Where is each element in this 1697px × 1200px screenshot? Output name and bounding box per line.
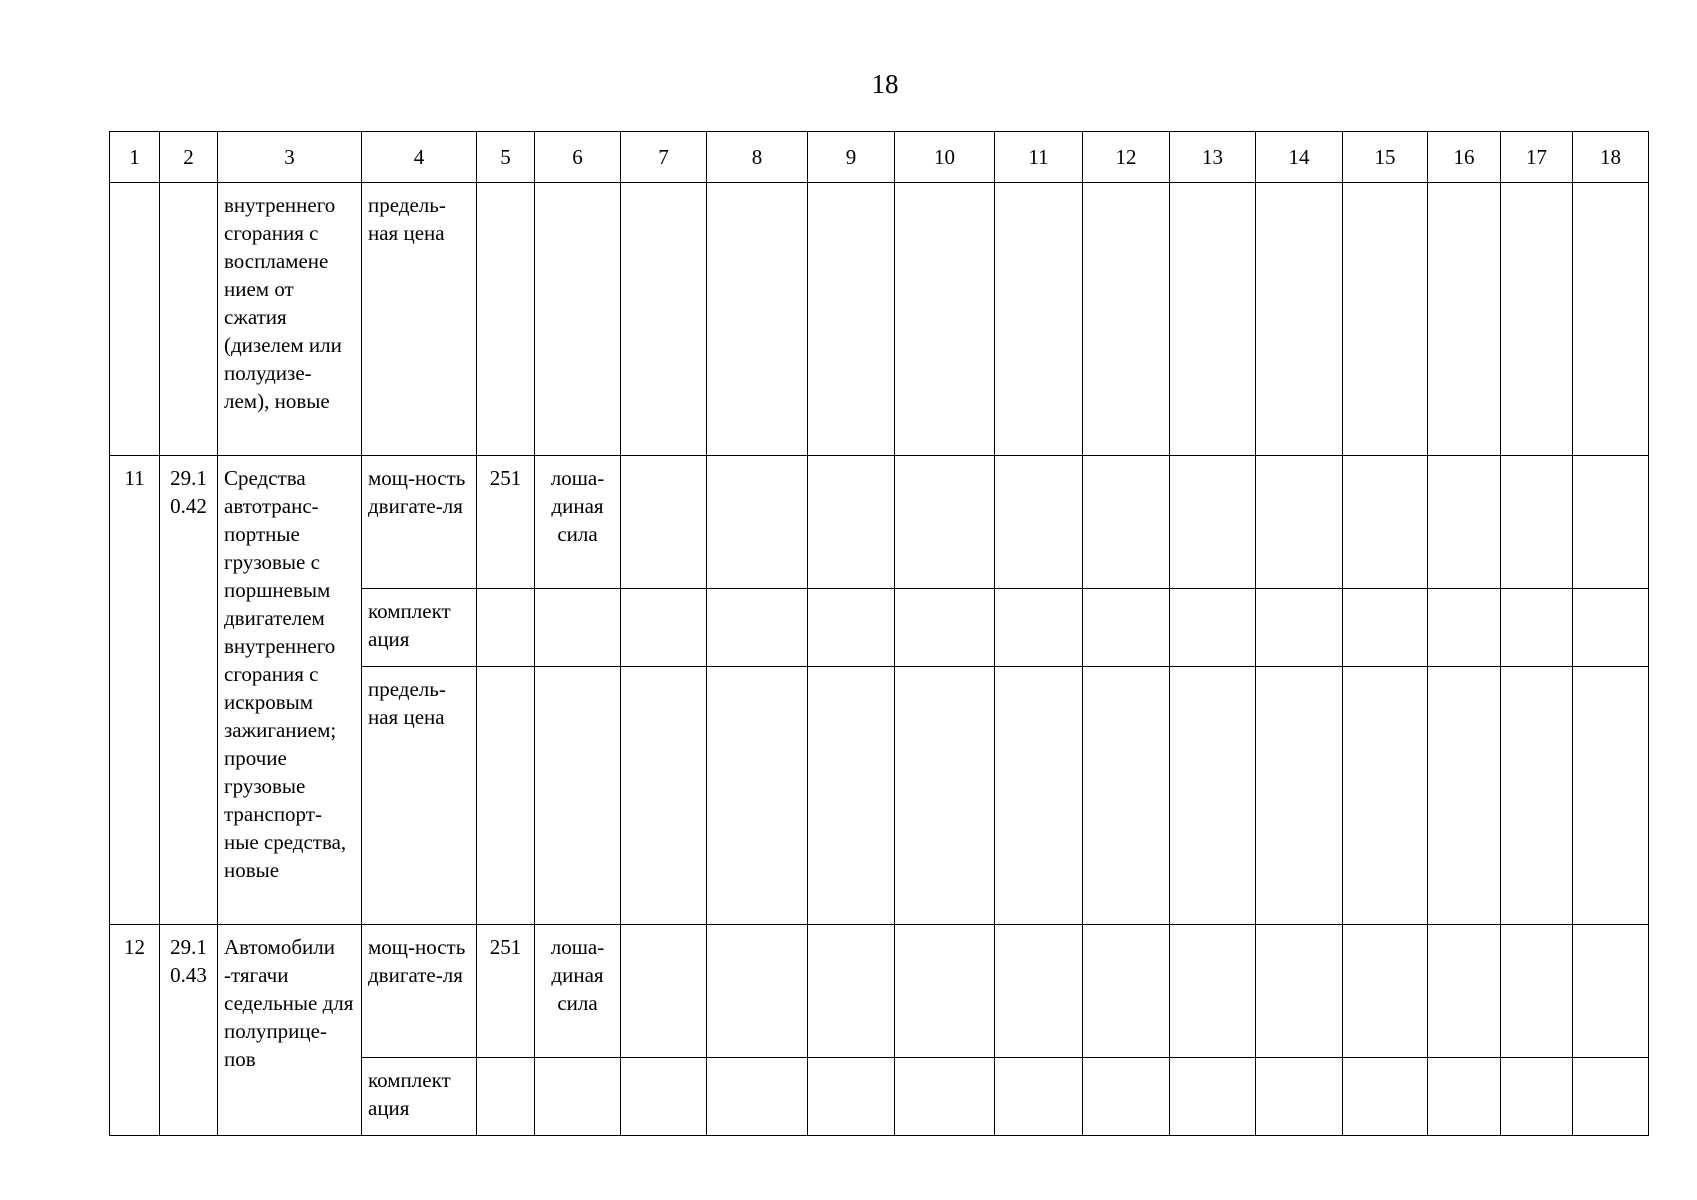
header-cell: 3 [218,132,362,183]
table-cell [1428,183,1501,456]
table-cell [1343,589,1428,667]
characteristic-label: предель-ная цена [368,193,446,245]
table-cell [477,925,535,1058]
row-number-cell [110,925,160,1136]
table-cell [1256,1058,1343,1136]
table-cell [1501,925,1573,1058]
table-cell [1573,589,1649,667]
table-cell [995,183,1083,456]
table-cell [1428,1058,1501,1136]
table-cell [621,1058,707,1136]
table-cell [707,925,808,1058]
document-table [109,131,1649,1136]
table-cell [621,589,707,667]
characteristic-label: комплект ация [368,599,451,651]
table-cell [1501,1058,1573,1136]
table-cell [535,456,621,589]
table-row [110,456,1649,589]
table-cell [1170,925,1256,1058]
table-cell [1256,925,1343,1058]
header-cell: 12 [1083,132,1170,183]
unit-name [535,1058,620,1066]
row-number-cell [110,456,160,925]
table-cell [1343,183,1428,456]
table-cell [477,667,535,925]
header-cell: 18 [1573,132,1649,183]
unit-name [535,589,620,597]
table-cell [1343,1058,1428,1136]
table-cell [1343,456,1428,589]
table-cell [1501,183,1573,456]
table-cell [477,1058,535,1136]
table-cell [895,183,995,456]
header-cell: 1 [110,132,160,183]
header-cell: 10 [895,132,995,183]
table-cell [477,589,535,667]
row-number: 11 [124,466,145,490]
table-cell [1501,589,1573,667]
table-cell [477,456,535,589]
table-cell [1170,456,1256,589]
table-cell [1170,667,1256,925]
table-cell [535,925,621,1058]
table-cell [995,589,1083,667]
item-name-continued: внутреннего сгорания с воспламене нием от сжатия (дизелем или полудизе-лем), новые [224,193,342,413]
header-cell: 5 [477,132,535,183]
table-cell [1170,183,1256,456]
unit-code [477,667,534,675]
header-cell: 16 [1428,132,1501,183]
table-cell [1256,183,1343,456]
table-cell [707,667,808,925]
table-cell [1501,456,1573,589]
table-cell [362,589,477,667]
table-cell [1170,589,1256,667]
table-cell [1083,456,1170,589]
unit-code: 251 [489,466,522,490]
table-row-continuation [110,183,1649,456]
table-cell [621,456,707,589]
okpd-code-cell [160,456,218,925]
table-cell [1256,667,1343,925]
table-cell [621,667,707,925]
header-cell: 4 [362,132,477,183]
table-cell [218,183,362,456]
unit-code [477,1058,534,1066]
item-name-cell [218,456,362,925]
table-cell [535,667,621,925]
table-cell [1428,456,1501,589]
okpd-code-cell [160,925,218,1136]
unit-name [535,667,620,675]
table-cell [1428,589,1501,667]
unit-name: лоша-диная сила [550,935,605,1015]
characteristic-label: комплект ация [368,1068,451,1120]
table-cell [808,589,895,667]
table-cell [995,1058,1083,1136]
characteristic-label: предель-ная цена [368,677,446,729]
okpd-code: 29.1 0.43 [170,935,207,987]
table-cell [362,183,477,456]
item-name: Автомобили -тягачи седельные для полуприце-пов [224,935,354,1071]
table-cell [1083,925,1170,1058]
table-cell [1573,667,1649,925]
header-cell: 15 [1343,132,1428,183]
table-cell [1428,667,1501,925]
table-cell [1428,925,1501,1058]
header-cell: 2 [160,132,218,183]
header-cell: 17 [1501,132,1573,183]
table-cell [1343,925,1428,1058]
table-cell [1573,1058,1649,1136]
table-cell [895,925,995,1058]
table-cell [362,667,477,925]
table-cell [535,183,621,456]
unit-code: 251 [489,935,522,959]
characteristic-label: мощ-ность двигате-ля [368,935,466,987]
header-cell: 11 [995,132,1083,183]
table-cell [895,589,995,667]
header-cell: 8 [707,132,808,183]
okpd-code: 29.1 0.42 [170,466,207,518]
table-cell [1573,925,1649,1058]
unit-code [477,589,534,597]
table-cell [1256,456,1343,589]
table-cell [707,456,808,589]
table-cell [1083,1058,1170,1136]
table-cell [110,183,160,456]
row-number: 12 [124,935,145,959]
table-cell [1083,589,1170,667]
table-cell [808,183,895,456]
table-cell [895,456,995,589]
table-cell [1083,667,1170,925]
characteristic-label: мощ-ность двигате-ля [368,466,466,518]
table-cell [707,589,808,667]
unit-name: лоша-диная сила [550,466,605,546]
table-cell [995,925,1083,1058]
table-cell [995,456,1083,589]
header-cell: 7 [621,132,707,183]
item-name-cell [218,925,362,1136]
table-cell [1083,183,1170,456]
table-header-row [110,132,1649,183]
table-cell [621,925,707,1058]
table-cell [1170,1058,1256,1136]
table-cell [1573,183,1649,456]
table-cell [707,183,808,456]
item-name: Средства автотранс-портные грузовые с поршневым двигателем внутреннего сгорания с искровым зажиганием; прочие грузовые транспорт-ные средства, новые [224,466,347,882]
table-cell [895,667,995,925]
table-cell [707,1058,808,1136]
table-cell [362,1058,477,1136]
table-cell [808,667,895,925]
table-cell [808,456,895,589]
table-cell [808,925,895,1058]
table-cell [808,1058,895,1136]
table-cell [535,589,621,667]
table-row [110,925,1649,1058]
table-cell [995,667,1083,925]
table-cell [160,183,218,456]
page-number: 18 [871,69,899,99]
header-cell: 6 [535,132,621,183]
table-cell [621,183,707,456]
header-cell: 13 [1170,132,1256,183]
header-cell: 9 [808,132,895,183]
table-cell [1256,589,1343,667]
table-cell [362,456,477,589]
header-cell: 14 [1256,132,1343,183]
table-cell [477,183,535,456]
table-cell [362,925,477,1058]
table-cell [535,1058,621,1136]
table-cell [1573,456,1649,589]
table-cell [895,1058,995,1136]
table-cell [1343,667,1428,925]
table-cell [1501,667,1573,925]
